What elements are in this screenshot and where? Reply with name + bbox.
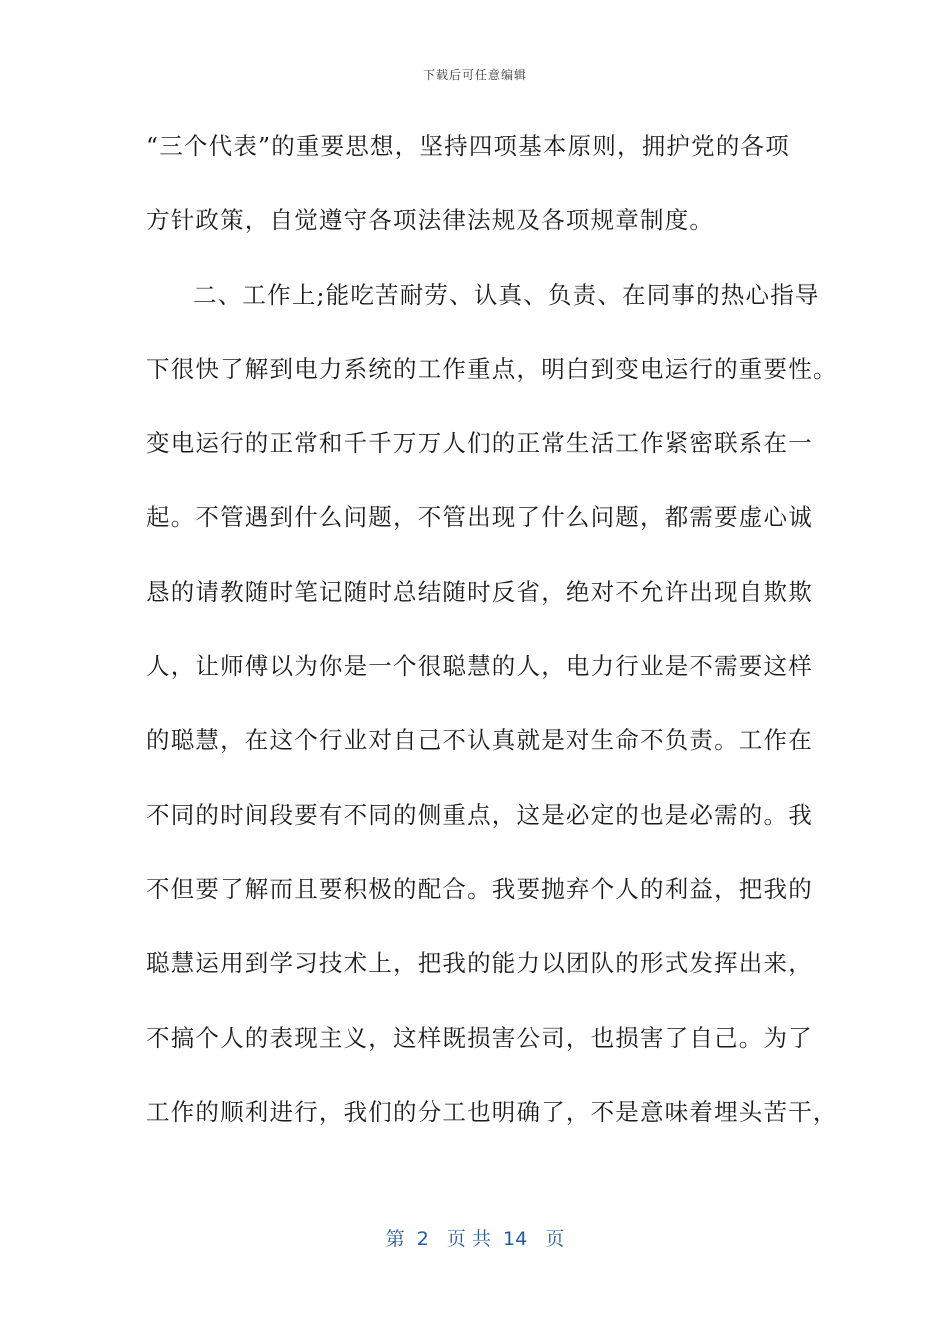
text-line: 工作的顺利进行，我们的分工也明确了，不是意味着埋头苦干， (146, 1097, 838, 1126)
text-line: 的聪慧，在这个行业对自己不认真就是对生命不负责。工作在 (146, 726, 813, 755)
text-line: 不但要了解而且要积极的配合。我要抛弃个人的利益，把我的 (146, 874, 813, 903)
text-line: 下很快了解到电力系统的工作重点，明白到变电运行的重要性。 (146, 354, 838, 383)
text-line: “三个代表”的重要思想，坚持四项基本原则，拥护党的各项 (146, 132, 790, 160)
paragraph-start-line: 二、工作上;能吃苦耐劳、认真、负责、在同事的热心指导 (193, 280, 820, 309)
page-number-footer: 第 2 页 共 14 页 (385, 1228, 565, 1250)
text-line: 聪慧运用到学习技术上，把我的能力以团队的形式发挥出来， (146, 949, 813, 978)
text-line: 变电运行的正常和千千万万人们的正常生活工作紧密联系在一 (146, 429, 813, 458)
text-line: 恳的请教随时笔记随时总结随时反省，绝对不允许出现自欺欺 (146, 577, 813, 606)
text-line: 不同的时间段要有不同的侧重点，这是必定的也是必需的。我 (146, 800, 813, 829)
text-line: 方针政策，自觉遵守各项法律法规及各项规章制度。 (146, 206, 715, 235)
text-line: 人，让师傅以为你是一个很聪慧的人，电力行业是不需要这样 (146, 652, 813, 681)
page-header: 下载后可任意编辑 (422, 68, 527, 82)
text-line: 起。不管遇到什么问题，不管出现了什么问题，都需要虚心诚 (146, 503, 813, 532)
text-line: 不搞个人的表现主义，这样既损害公司，也损害了自己。为了 (146, 1023, 813, 1052)
document-body (146, 126, 838, 1166)
